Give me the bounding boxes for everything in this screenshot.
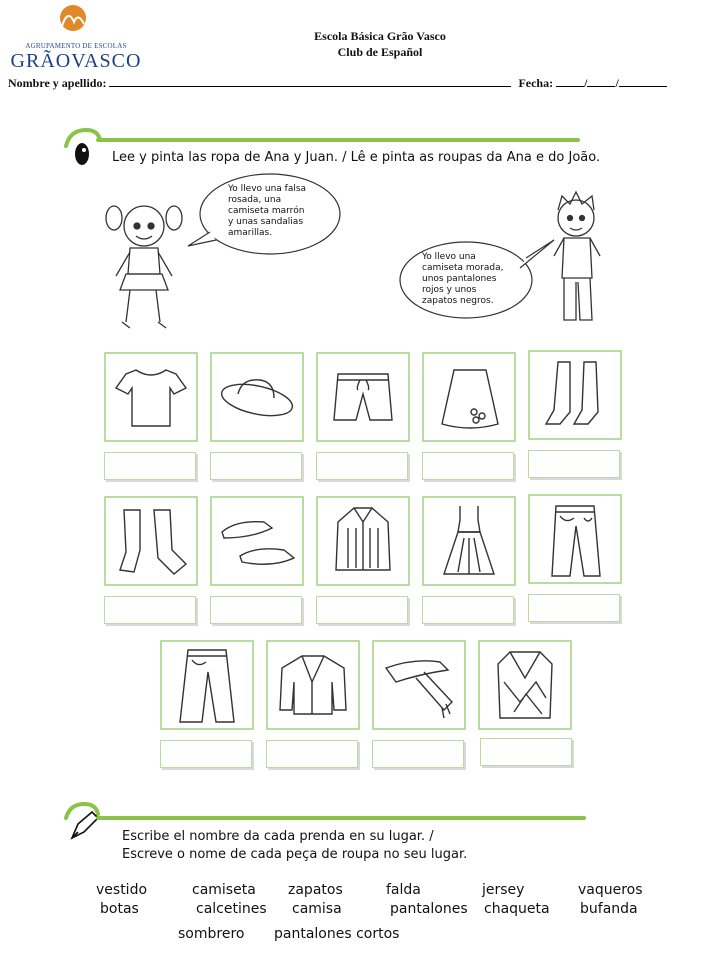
hat-card	[210, 352, 304, 442]
scarf-card	[372, 640, 466, 730]
tshirt-icon	[106, 354, 196, 440]
juan-line-1: Yo llevo una	[422, 252, 476, 262]
skirt-card	[422, 352, 516, 442]
dress-card	[422, 496, 516, 586]
answer-box-12[interactable]	[266, 740, 358, 768]
juan-line-4: rojos y unos	[422, 285, 477, 295]
answer-box-4[interactable]	[422, 452, 514, 480]
trousers-card	[160, 640, 254, 730]
logo-subtitle: AGRUPAMENTO DE ESCOLAS	[25, 42, 127, 50]
ana-line-4: y unas sandalias	[228, 217, 304, 227]
logo-emblem-icon	[48, 4, 98, 36]
word-bank-item: camisa	[292, 901, 342, 917]
sweater-icon	[480, 642, 570, 728]
word-bank-item: zapatos	[288, 882, 343, 898]
shoes-card	[210, 496, 304, 586]
juan-line-2: camiseta morada,	[422, 263, 504, 273]
ana-line-2: rosada, una	[228, 195, 282, 205]
answer-box-7[interactable]	[210, 596, 302, 624]
word-bank-item: pantalones	[390, 901, 468, 917]
section2-bar	[96, 816, 586, 820]
date-label: Fecha:	[518, 76, 554, 90]
word-bank-item: vaqueros	[578, 882, 643, 898]
ana-illustration	[100, 192, 190, 342]
boots-card	[528, 350, 622, 440]
school-logo	[6, 4, 146, 70]
shorts-icon	[318, 354, 408, 440]
answer-box-13[interactable]	[372, 740, 464, 768]
jacket-icon	[268, 642, 358, 728]
ana-speech-text	[228, 184, 338, 239]
jeans-card-1	[528, 494, 622, 584]
word-bank-item: jersey	[482, 882, 525, 898]
section1-instruction: Lee y pinta las ropa de Ana y Juan. / Lê e pinta as roupas da Ana e do João.	[112, 150, 601, 165]
answer-box-3[interactable]	[316, 452, 408, 480]
answer-box-9[interactable]	[422, 596, 514, 624]
name-date-line: Nombre y apellido: Fecha: / /	[8, 76, 716, 91]
date-year-field[interactable]	[619, 76, 667, 87]
answer-box-14[interactable]	[480, 738, 572, 766]
shoes-icon	[212, 498, 302, 584]
socks-icon	[106, 498, 196, 584]
club-name: Club de Español	[337, 45, 423, 59]
answer-box-1[interactable]	[104, 452, 196, 480]
section2-instruction	[122, 828, 622, 864]
jacket-card	[266, 640, 360, 730]
word-bank-item: chaqueta	[484, 901, 550, 917]
dress-icon	[424, 498, 514, 584]
answer-box-10[interactable]	[528, 594, 620, 622]
socks-card	[104, 496, 198, 586]
word-bank-item: camiseta	[192, 882, 256, 898]
date-month-field[interactable]	[587, 76, 615, 87]
answer-box-6[interactable]	[104, 596, 196, 624]
boots-icon	[530, 352, 620, 438]
skirt-icon	[424, 354, 514, 440]
ana-line-1: Yo llevo una falsa	[228, 184, 307, 194]
word-bank-item: vestido	[96, 882, 148, 898]
word-bank-item: calcetines	[196, 901, 267, 917]
eye-icon	[62, 126, 102, 172]
date-day-field[interactable]	[556, 76, 584, 87]
ana-line-5: amarillas.	[228, 228, 273, 238]
jeans-icon	[530, 496, 620, 582]
hat-icon	[212, 354, 302, 440]
word-bank-item: pantalones cortos	[274, 926, 400, 942]
answer-box-5[interactable]	[528, 450, 620, 478]
answer-box-2[interactable]	[210, 452, 302, 480]
school-name: Escola Básica Grão Vasco	[314, 29, 446, 43]
name-label: Nombre y apellido:	[8, 76, 107, 90]
word-bank-item: falda	[386, 882, 421, 898]
word-bank-item: botas	[100, 901, 139, 917]
shorts-card	[316, 352, 410, 442]
name-field[interactable]	[109, 76, 511, 87]
word-bank-item: sombrero	[178, 926, 245, 942]
tshirt-card	[104, 352, 198, 442]
juan-line-5: zapatos negros.	[422, 296, 494, 306]
school-heading	[230, 28, 530, 60]
answer-box-11[interactable]	[160, 740, 252, 768]
word-bank-item: bufanda	[580, 901, 638, 917]
section2-instruction-pt: Escreve o nome de cada peça de roupa no seu lugar.	[122, 847, 468, 862]
shirt-icon	[318, 498, 408, 584]
scarf-icon	[374, 642, 464, 728]
answer-box-8[interactable]	[316, 596, 408, 624]
ana-line-3: camiseta marrón	[228, 206, 305, 216]
pencil-icon	[62, 800, 102, 844]
logo-brand: GRÃOVASCO	[10, 50, 142, 72]
sweater-card	[478, 640, 572, 730]
section1-bar	[96, 138, 580, 142]
trousers-icon	[162, 642, 252, 728]
shirt-card	[316, 496, 410, 586]
section2-instruction-es: Escribe el nombre da cada prenda en su lugar. /	[122, 829, 434, 844]
juan-line-3: unos pantalones	[422, 274, 497, 284]
juan-speech-text	[422, 252, 532, 307]
